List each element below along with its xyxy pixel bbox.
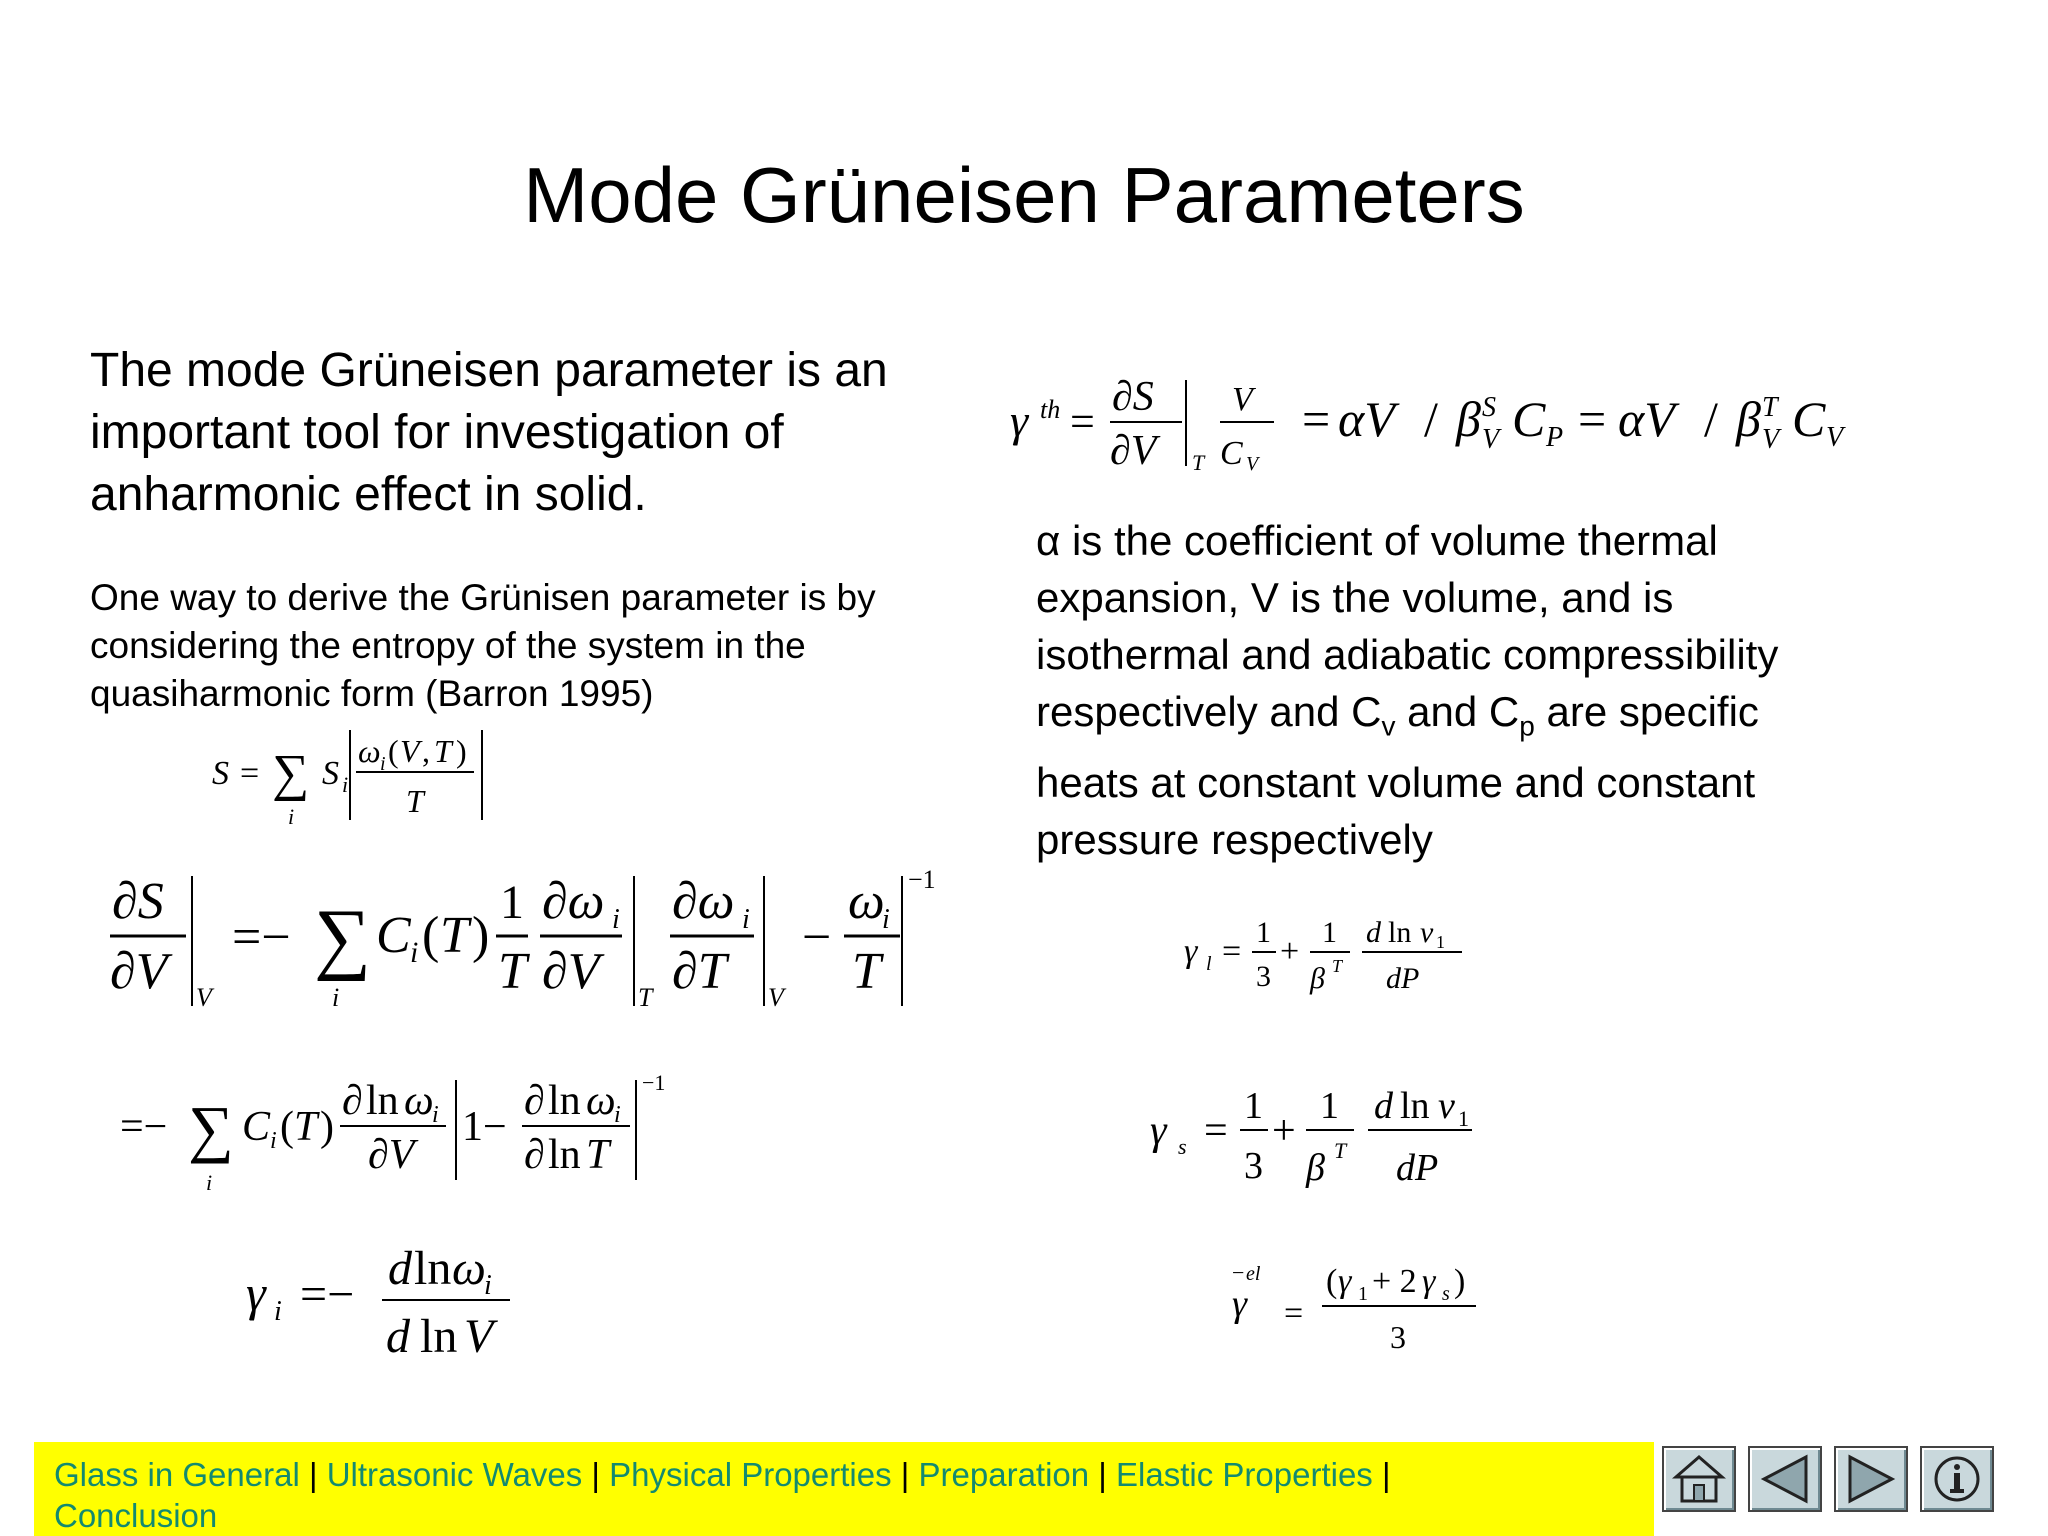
svg-text:αV: αV [1338, 391, 1395, 447]
svg-text:V: V [464, 1310, 494, 1363]
svg-text:3: 3 [1256, 960, 1271, 993]
footer-separator: | [900, 1456, 910, 1493]
svg-text:/: / [1704, 391, 1718, 447]
home-icon [1670, 1453, 1728, 1505]
svg-text:∑: ∑ [188, 1093, 234, 1164]
svg-text:ω: ω [404, 1078, 434, 1124]
svg-text:αV: αV [1618, 391, 1675, 447]
svg-text:T: T [406, 783, 424, 819]
svg-text:=: = [1222, 933, 1242, 970]
svg-text:γ: γ [1184, 933, 1198, 970]
svg-text:i: i [288, 804, 295, 829]
svg-text:1: 1 [1322, 916, 1337, 949]
svg-text:T: T [294, 1104, 318, 1150]
svg-text:−: − [802, 909, 832, 966]
svg-text:ω: ω [452, 1242, 486, 1295]
svg-text:(: ( [1326, 1263, 1338, 1300]
svg-text:=−: =− [120, 1104, 168, 1150]
svg-text:T: T [586, 1132, 610, 1178]
description-line: isothermal and adiabatic compressibility [1036, 631, 1779, 678]
description-line: expansion, V is the volume, and is [1036, 574, 1674, 621]
svg-text:): ) [456, 733, 467, 769]
svg-text:+: + [1272, 1108, 1296, 1154]
svg-text:d: d [1366, 916, 1381, 949]
svg-text:1: 1 [1358, 1283, 1368, 1305]
svg-text:ln: ln [414, 1242, 452, 1295]
footer-links [54, 1454, 1614, 1536]
svg-text:el: el [1246, 1263, 1261, 1285]
svg-text:β: β [1310, 962, 1325, 995]
footer-link-physical-properties[interactable]: Physical Properties [609, 1456, 892, 1493]
svg-text:V: V [1232, 381, 1253, 418]
svg-text:ω: ω [586, 1078, 616, 1124]
svg-text:T: T [852, 943, 881, 1000]
svg-text:=: = [1578, 391, 1607, 447]
svg-text:,: , [422, 733, 430, 769]
svg-text:3: 3 [1390, 1319, 1406, 1355]
description-line: pressure respectively [1036, 816, 1433, 864]
svg-text:d: d [388, 1242, 412, 1295]
page-title: Mode Grüneisen Parameters [523, 151, 1525, 239]
description-line: heats at constant volume and constant [1036, 759, 1756, 807]
svg-text:P: P [1546, 422, 1564, 453]
svg-text:3: 3 [1244, 1145, 1263, 1187]
svg-text:i: i [380, 753, 386, 775]
svg-text:V: V [1482, 424, 1500, 455]
svg-text:∂S: ∂S [112, 873, 164, 930]
svg-text:T: T [1332, 956, 1343, 976]
svg-text:i: i [432, 1102, 439, 1128]
intro-text: The mode Grüneisen parameter is an important tool for investigation of anharmonic effect in solid. [90, 344, 888, 521]
svg-text:γ: γ [1338, 1263, 1352, 1300]
svg-text:∂: ∂ [524, 1078, 545, 1124]
svg-text:i: i [274, 1296, 282, 1327]
info-icon [1928, 1453, 1986, 1505]
svg-text:ω: ω [358, 733, 381, 769]
svg-text:i: i [614, 1102, 621, 1128]
svg-text:T: T [1334, 1138, 1347, 1163]
svg-text:T: T [498, 943, 527, 1000]
svg-text:ln: ln [548, 1078, 581, 1124]
svg-text:C: C [1792, 391, 1826, 447]
svg-text:C: C [376, 907, 411, 964]
svg-text:i: i [612, 904, 620, 935]
svg-text:∑: ∑ [314, 894, 372, 982]
previous-triangle-icon [1756, 1453, 1814, 1505]
svg-text:(: ( [388, 733, 399, 769]
svg-text:1: 1 [1436, 932, 1445, 952]
svg-text:γ: γ [1422, 1263, 1436, 1300]
description-line: respectively and $C_v$ and $C_p$ are specific [1036, 688, 1759, 742]
svg-text:∂S: ∂S [1112, 374, 1154, 420]
svg-text:∂V: ∂V [1110, 428, 1157, 474]
svg-text:+ 2: + 2 [1372, 1263, 1417, 1300]
svg-text:=: = [1204, 1108, 1228, 1154]
shear-gruneisen-equation [1146, 1078, 1486, 1203]
svg-text:=: = [1070, 397, 1095, 446]
svg-text:ln: ln [548, 1132, 581, 1178]
svg-text:ω: ω [848, 873, 885, 930]
svg-text:∂ω: ∂ω [542, 873, 605, 930]
svg-text:−: − [1232, 1260, 1245, 1285]
svg-text:s: s [1178, 1134, 1187, 1159]
svg-text:=−: =− [300, 1268, 355, 1321]
svg-text:v: v [1438, 1085, 1455, 1127]
svg-text:): ) [1454, 1263, 1466, 1300]
svg-text:+: + [1280, 933, 1300, 970]
longitudinal-gruneisen-equation [1180, 906, 1480, 1011]
svg-text:∂V: ∂V [368, 1132, 415, 1178]
svg-text:dP: dP [1396, 1147, 1439, 1189]
svg-text:V: V [1246, 453, 1259, 475]
next-triangle-icon [1842, 1453, 1900, 1505]
svg-text:ln: ln [420, 1310, 458, 1363]
footer-link-elastic-properties[interactable]: Elastic Properties [1116, 1456, 1373, 1493]
footer-link-preparation[interactable]: Preparation [918, 1456, 1090, 1493]
svg-text:T: T [638, 983, 653, 1012]
svg-text:C: C [1512, 391, 1546, 447]
footer-separator: | [591, 1456, 600, 1493]
svg-text:S: S [1482, 392, 1496, 423]
svg-text:T: T [1762, 392, 1778, 423]
svg-text:1: 1 [500, 876, 524, 929]
svg-text:β: β [1736, 391, 1761, 447]
svg-text:s: s [1442, 1283, 1450, 1305]
svg-text:i: i [742, 904, 750, 935]
svg-text:β: β [1456, 391, 1481, 447]
svg-text:=: = [1284, 1295, 1304, 1332]
description-line: α is the coefficient of volume thermal [1036, 517, 1718, 564]
footer-separator: | [1381, 1456, 1391, 1493]
footer-link-glass-in-general[interactable]: Glass in General [54, 1456, 300, 1493]
svg-text:1: 1 [1256, 916, 1271, 949]
entropy-equation [200, 720, 520, 835]
footer-link-conclusion[interactable]: Conclusion [54, 1497, 218, 1534]
entropy-derivative-equation [100, 866, 950, 1031]
svg-text:1: 1 [1458, 1106, 1469, 1131]
svg-text:C: C [1220, 435, 1243, 472]
svg-text:l: l [1206, 953, 1212, 975]
svg-text:β: β [1306, 1147, 1325, 1189]
svg-text:): ) [320, 1104, 334, 1150]
svg-text:1: 1 [1320, 1085, 1339, 1127]
next-button[interactable] [1834, 1446, 1908, 1512]
svg-text:V: V [1826, 422, 1844, 453]
svg-text:T: T [440, 907, 469, 964]
svg-text:∂V: ∂V [542, 943, 600, 1000]
svg-text:∂T: ∂T [672, 943, 727, 1000]
svg-text:V: V [400, 733, 420, 769]
thermal-gruneisen-equation [1006, 370, 1906, 485]
svg-text:V: V [1762, 424, 1780, 455]
coefficient-description [1036, 512, 1916, 868]
info-button[interactable] [1920, 1446, 1994, 1512]
svg-text:d: d [1374, 1085, 1393, 1127]
svg-text:i: i [410, 936, 419, 969]
svg-text:i: i [882, 904, 890, 935]
svg-text:i: i [342, 772, 349, 797]
svg-text:−1: −1 [642, 1070, 666, 1095]
svg-text:ln: ln [366, 1078, 399, 1124]
mode-gruneisen-equation [240, 1240, 540, 1375]
svg-text:=: = [240, 755, 260, 792]
svg-text:d: d [386, 1310, 410, 1363]
svg-text:ln: ln [1388, 916, 1412, 949]
svg-text:V: V [768, 983, 784, 1012]
svg-text:∂V: ∂V [110, 943, 168, 1000]
svg-text:γ: γ [1150, 1108, 1167, 1154]
elastic-gruneisen-equation [1226, 1250, 1506, 1365]
svg-text:γ: γ [246, 1265, 266, 1321]
footer-link-ultrasonic-waves[interactable]: Ultrasonic Waves [326, 1456, 583, 1493]
svg-text:∑: ∑ [272, 745, 310, 802]
svg-text:C: C [242, 1104, 271, 1150]
svg-text:∂: ∂ [524, 1132, 545, 1178]
svg-text:T: T [434, 733, 452, 769]
previous-button[interactable] [1748, 1446, 1822, 1512]
svg-text:=: = [1302, 391, 1331, 447]
svg-text:/: / [1424, 391, 1438, 447]
svg-text:T: T [1192, 450, 1205, 475]
svg-text:i: i [206, 1170, 213, 1195]
svg-text:): ) [472, 907, 490, 964]
svg-text:S: S [212, 755, 229, 792]
svg-text:−1: −1 [908, 865, 936, 894]
footer-separator: | [1098, 1456, 1107, 1493]
entropy-log-derivative-equation [110, 1070, 690, 1205]
svg-text:i: i [484, 1270, 492, 1301]
svg-text:ln: ln [1400, 1085, 1430, 1127]
svg-text:γ: γ [1232, 1283, 1247, 1325]
svg-text:1−: 1− [462, 1104, 507, 1150]
svg-text:=−: =− [232, 909, 291, 966]
svg-text:V: V [196, 983, 212, 1012]
footer-navigation-bar [34, 1442, 1654, 1536]
svg-text:(: ( [280, 1104, 294, 1150]
svg-text:i: i [332, 983, 340, 1012]
svg-text:th: th [1040, 395, 1061, 424]
svg-text:1: 1 [1244, 1085, 1263, 1127]
svg-text:v: v [1420, 916, 1434, 949]
derivation-text: One way to derive the Grünisen parameter is by considering the entropy of the system in the quasiharmonic form (Barron 1995) [90, 577, 876, 714]
svg-text:S: S [322, 755, 339, 792]
svg-text:∂: ∂ [342, 1078, 363, 1124]
svg-text:∂ω: ∂ω [672, 873, 735, 930]
home-button[interactable] [1662, 1446, 1736, 1512]
svg-text:i: i [270, 1128, 277, 1154]
footer-separator: | [308, 1456, 318, 1493]
svg-text:dP: dP [1386, 962, 1420, 995]
svg-text:γ: γ [1010, 395, 1029, 446]
svg-text:(: ( [422, 907, 440, 964]
